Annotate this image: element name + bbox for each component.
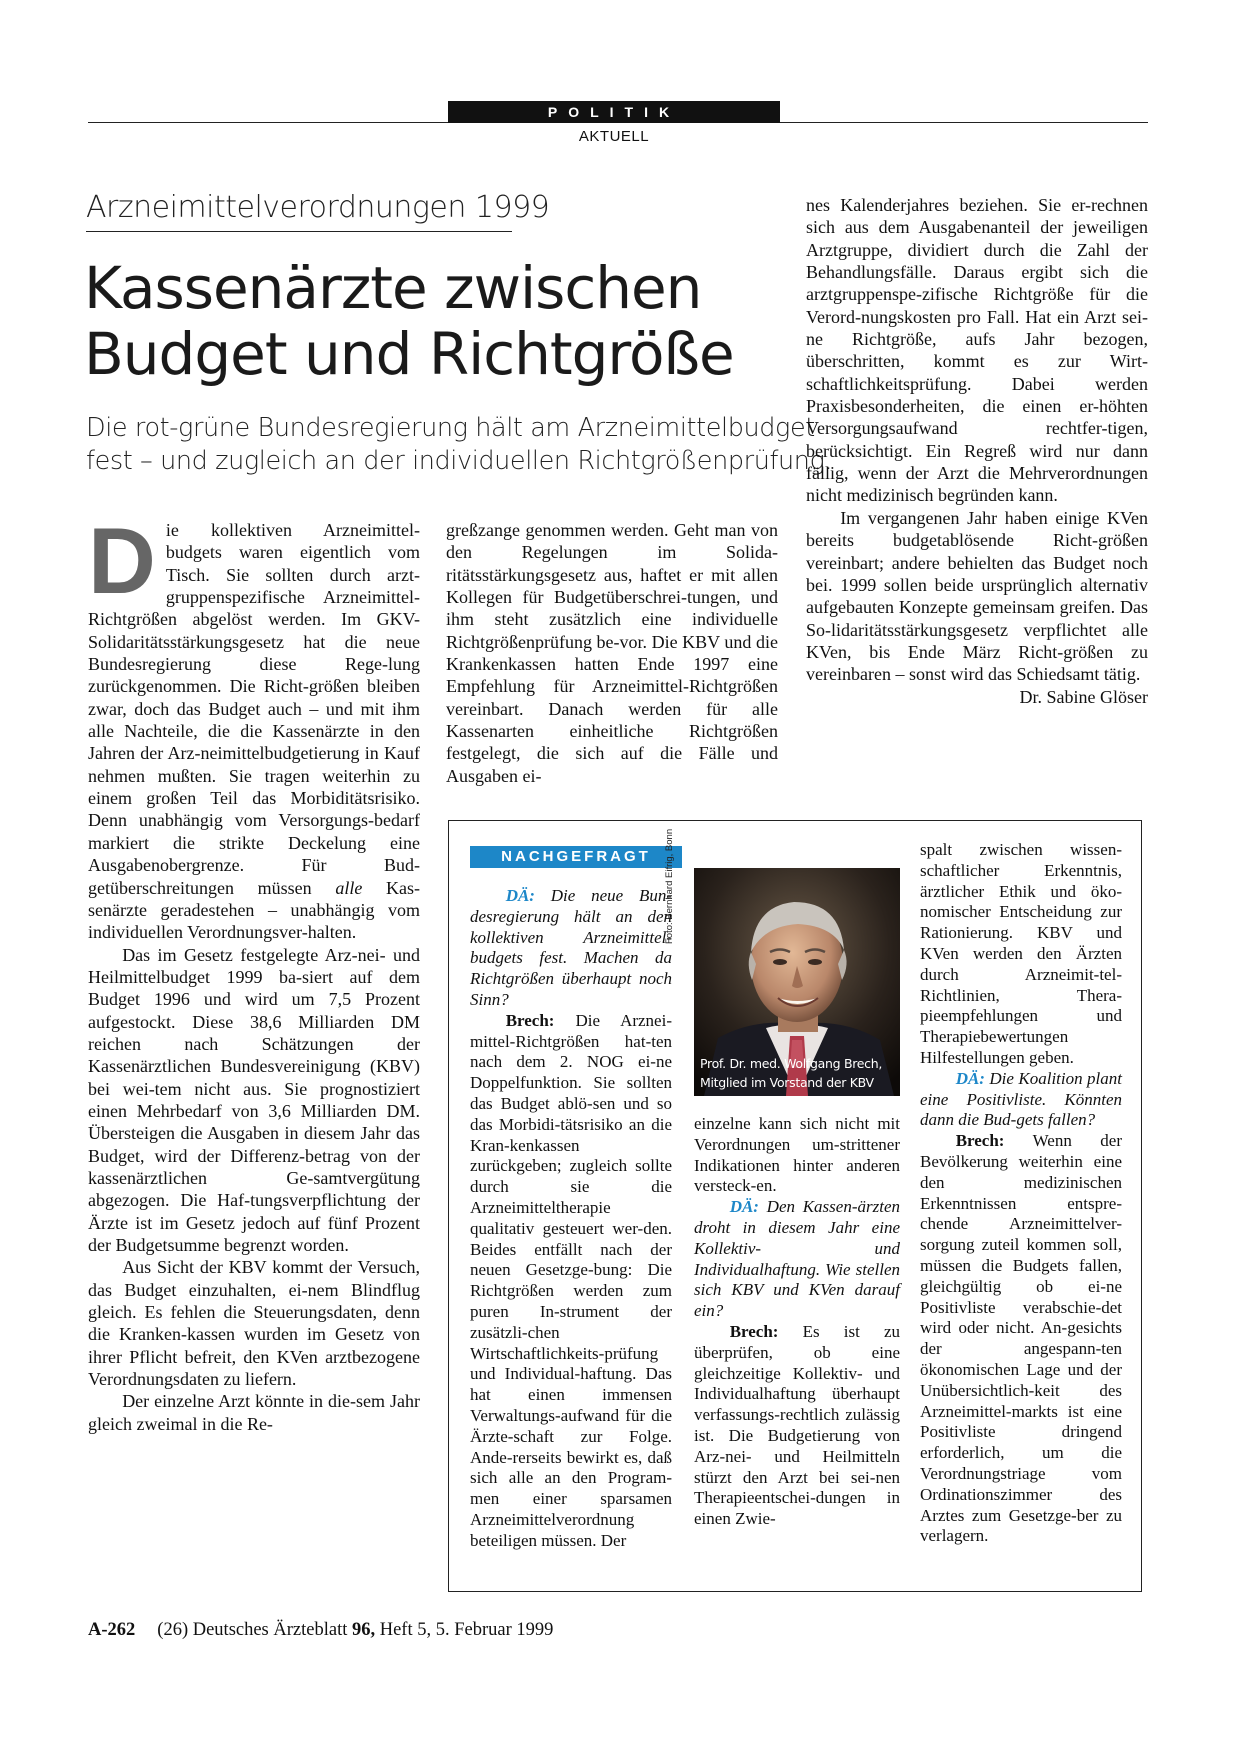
paragraph: Der einzelne Arzt könnte in die-sem Jahr gleich zweimal in die Re- [88, 1391, 420, 1434]
interview-column-2 [694, 1114, 900, 1530]
drop-cap: D [88, 508, 156, 613]
page-footer [88, 1620, 553, 1641]
photo-credit: Foto: Bernhard Eifrig, Bonn [664, 828, 675, 944]
body-column-3 [806, 194, 1148, 708]
headline-line: Budget und Richtgröße [84, 320, 734, 388]
caption-line: Mitglied im Vorstand der KBV [700, 1075, 874, 1090]
paragraph: greßzange genommen werden. Geht man von den Regelungen im Solida-ritätsstärkungsgesetz aus, haftet er mit allen Kollegen für Budgetüberschrei-tungen, und ihm steht zusätzlich eine individuelle Richtgrößenprüfung be-vor. Die KBV und die Krankenkassen hatten Ende 1997 eine Empfehlung für Arzneimittel-Richtgrößen vereinbart. Danach werden für alle Kassenarten einheitliche Richtgrößen festgelegt, die sich auf die Fälle und Ausgaben ei- [446, 520, 778, 786]
article-headline [84, 255, 784, 387]
footer-volume: 96, [351, 1620, 376, 1640]
article-deck [86, 412, 833, 478]
headline-line: Kassenärzte zwischen [84, 254, 702, 322]
footer-issue: Heft 5, 5. Februar 1999 [375, 1620, 554, 1640]
body-column-1 [88, 508, 420, 1435]
interview-answer: Brech: Wenn der Bevölkerung weiterhin eine den medizinischen Erkenntnissen entspre-chende Arzneimittelver-sorgung zuteil kommen soll, müssen die Budgets fallen, gleichgültig ob ei-ne Positivliste verabschie-det wird oder nicht. An-gesichts der angespann-ten ökonomischen Lage und der Unübersichtlich-keit des Arzneimittel-markts ist eine Positivliste dringend erforderlich, um die Verordnungstriage vom Ordinationszimmer des Arztes zum Gesetzge-ber zu verlagern. [920, 1131, 1122, 1546]
interview-answer: spalt zwischen wissen-schaftlicher Erkenntnis, ärztlicher Ethik und öko-nomischer Entscheidung zur Rationierung. KBV und KVen werden den Ärzten durch Arzneimit-tel-Richtlinien, Thera-pieempfehlungen und Therapiebewertungen Hilfestellungen geben. [920, 840, 1122, 1067]
interview-answer: einzelne kann sich nicht mit Verordnungen um-strittener Indikationen hinter anderen versteck-en. [694, 1114, 900, 1196]
subsection-label: AKTUELL [578, 128, 650, 145]
interview-answer: Brech: Es ist zu überprüfen, ob eine gleichzeitige Kollektiv- und Individualhaftung überhaupt verfassungs-rechtlich zulässig ist. Die Budgetierung von Arz-nei- und Heilmitteln stürzt den Arzt bei sei-nen Therapieentschei-dungen in einen Zwie- [694, 1321, 900, 1529]
caption-line: Prof. Dr. med. Wolfgang Brech, [700, 1056, 883, 1071]
section-label: POLITIK [448, 101, 780, 123]
interview-question: DÄ: Den Kassen-ärzten droht in diesem Jahr eine Kollektiv- und Individualhaftung. Wie stellen sich KBV und KVen darauf ein? [694, 1197, 900, 1321]
article-kicker: Arzneimittelverordnungen 1999 [86, 190, 512, 232]
interview-column-1 [470, 886, 672, 1552]
interview-answer: Brech: Die Arznei-mittel-Richtgrößen hat-ten nach dem 2. NOG ei-ne Doppelfunktion. Sie sollten das Budget ablö-sen und so das Morbidi-tätsrisiko an die Kran-kenkassen zurückgeben; zugleich sollte durch sie die Arzneimitteltherapie qualitativ gesteuert wer-den. Beides entfällt nach der neuen Gesetzge-bung: Die Richtgrößen werden zum puren In-strument der zusätzli-chen Wirtschaftlichkeits-prüfung und Individual-haftung. Das hat einen immensen Verwaltungs-aufwand für die Ärzte-schaft zur Folge. Ande-rerseits bewirkt es, daß sich alle an den Program-men einer sparsamen Arzneimittelverordnung beteiligen müssen. Der [470, 1010, 672, 1550]
interview-question: DÄ: Die neue Bun-desregierung hält an den kollektiven Arzneimittel-budgets fest. Machen da Richtgrößen überhaupt noch Sinn? [470, 886, 672, 1009]
author-signature: Dr. Sabine Glöser [1019, 686, 1148, 707]
footer-source: (26) Deutsches Ärzteblatt [157, 1620, 352, 1640]
photo-caption [700, 1054, 900, 1092]
paragraph: Die kollektiven Arzneimittel-budgets waren eigentlich vom Tisch. Sie sollten durch arzt-gruppenspezifische Arzneimittel-Richtgrößen abgelöst werden. Im GKV-Solidaritätsstärkungsgesetz hat die neue Bundesregierung diese Rege-lung zurückgenommen. Die Richt-größen bleiben zwar, doch das Budget auch – und mit ihm alle Nachteile, die die Kassenärzte in den Jahren der Arz-neimittelbudgetierung in Kauf nehmen mußten. Sie tragen weiterhin zu einem großen Teil das Morbiditätsrisiko. Denn unabhängig vom Versorgungs-bedarf markiert die strikte Deckelung eine Ausgabenobergrenze. Für Bud-getüberschreitungen müssen alle Kas-senärzte geradestehen – unabhängig vom individuellen Verordnungsver-halten. [88, 508, 420, 943]
deck-line: fest – und zugleich an der individuellen Richtgrößenprüfung. [86, 446, 833, 476]
deck-line: Die rot-grüne Bundesregierung hält am Arzneimittelbudget [86, 413, 815, 443]
interview-label: NACHGEFRAGT [470, 846, 682, 868]
paragraph: Das im Gesetz festgelegte Arz-nei- und Heilmittelbudget 1999 ba-siert auf dem Budget 1996 und wird um 7,5 Prozent aufgestockt. Diese 38,6 Milliarden DM reichen nach Schätzungen der Kassenärztlichen Bundesvereinigung (KBV) bei wei-tem nicht aus. Sie prognostiziert einen Mehrbedarf von 3,6 Milliarden DM. Übersteigen die Ausgaben in diesem Jahr das Budget, wird der Differenz-betrag von der kassenärztlichen Ge-samtvergütung abgezogen. Die Haf-tungsverpflichtung der Ärzte ist im Gesetz jedoch auf fünf Prozent der Budgetsumme begrenzt worden. [88, 944, 420, 1255]
page-number: A-262 [88, 1620, 136, 1640]
paragraph: Aus Sicht der KBV kommt der Versuch, das Budget einzuhalten, ei-nem Blindflug gleich. Es fehlen die Steuerungsdaten, denn die Kranken-kassen wurden im Gesetz von ihrer Pflicht befreit, den KVen arztbezogene Verordnungsdaten zu liefern. [88, 1257, 420, 1390]
paragraph: nes Kalenderjahres beziehen. Sie er-rechnen sich aus dem Ausgabenanteil der jeweiligen Arztgruppe, dividiert durch die Zahl der Behandlungsfälle. Daraus ergibt sich die arztgruppenspe-zifische Richtgröße für die Verord-nungskosten pro Fall. Hat ein Arzt sei-ne Richtgröße, aufs Jahr bezogen, überschritten, kommt es zur Wirt-schaftlichkeitsprüfung. Dabei werden Praxisbesonderheiten, die einen er-höhten Versorgungsaufwand rechtfer-tigen, berücksichtigt. Ein Regreß wird nur dann fällig, wenn der Arzt die Mehrverordnungen nicht medizinisch begründen kann. [806, 195, 1148, 506]
interview-column-3 [920, 840, 1122, 1547]
body-column-2 [446, 519, 778, 787]
paragraph: Im vergangenen Jahr haben einige KVen bereits budgetablösende Richt-größen vereinbart; andere behielten das Budget noch bei. 1999 sollen beide ursprünglich alternativ aufgebauten Konzepte gemeinsam greifen. Das So-lidaritätsstärkungsgesetz verpflichtet alle KVen, bis Ende März Richt-größen zu vereinbaren – sonst wird das Schiedsamt tätig. Dr. Sabine Glöser [806, 507, 1148, 707]
interview-question: DÄ: Die Koalition plant eine Positivliste. Könnten dann die Bud-gets fallen? [920, 1068, 1122, 1130]
